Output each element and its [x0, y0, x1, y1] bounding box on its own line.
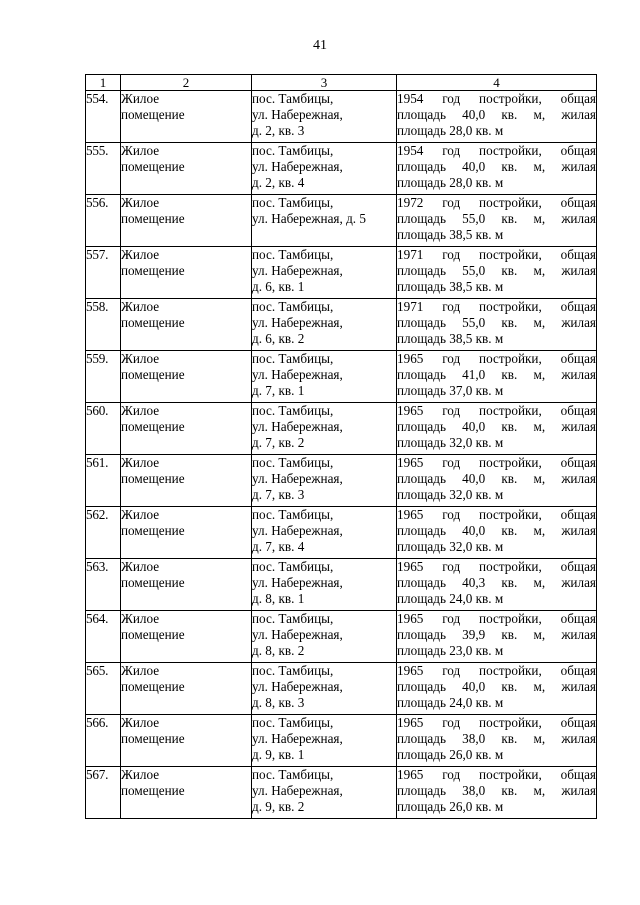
description-cell — [397, 663, 597, 715]
address-line: ул. Набережная, — [252, 263, 343, 278]
address-line: д. 8, кв. 1 — [252, 591, 305, 606]
object-type-cell — [121, 767, 252, 819]
address-cell — [252, 351, 397, 403]
address-line: ул. Набережная, — [252, 159, 343, 174]
address-line: ул. Набережная, — [252, 419, 343, 434]
object-type-line: помещение — [121, 679, 185, 694]
row-number-cell: 558. — [86, 299, 121, 351]
description-cell — [397, 299, 597, 351]
address-line: ул. Набережная, — [252, 315, 343, 330]
object-type-line: Жилое — [121, 299, 160, 314]
table-row — [86, 351, 597, 403]
description-text: 1965 год постройки, общая площадь 40,0 кв. м, жилая площадь 32,0 кв. м — [397, 403, 596, 450]
page-number: 41 — [313, 38, 327, 53]
description-cell — [397, 559, 597, 611]
table-row — [86, 663, 597, 715]
row-number-cell: 565. — [86, 663, 121, 715]
address-line: д. 9, кв. 2 — [252, 799, 305, 814]
object-type-cell — [121, 455, 252, 507]
table-row — [86, 715, 597, 767]
row-number-cell: 556. — [86, 195, 121, 247]
address-line: ул. Набережная, — [252, 679, 343, 694]
address-cell — [252, 767, 397, 819]
description-cell — [397, 91, 597, 143]
object-type-cell — [121, 611, 252, 663]
address-cell — [252, 507, 397, 559]
address-line: пос. Тамбицы, — [252, 351, 334, 366]
address-cell — [252, 663, 397, 715]
table-row — [86, 559, 597, 611]
object-type-cell — [121, 559, 252, 611]
description-text: 1972 год постройки, общая площадь 55,0 кв. м, жилая площадь 38,5 кв. м — [397, 195, 596, 242]
object-type-line: Жилое — [121, 663, 160, 678]
object-type-line: помещение — [121, 367, 185, 382]
address-line: д. 8, кв. 3 — [252, 695, 305, 710]
address-line: пос. Тамбицы, — [252, 143, 334, 158]
object-type-line: Жилое — [121, 195, 160, 210]
address-cell — [252, 403, 397, 455]
address-line: ул. Набережная, — [252, 783, 343, 798]
description-text: 1965 год постройки, общая площадь 39,9 кв. м, жилая площадь 23,0 кв. м — [397, 611, 596, 658]
object-type-line: Жилое — [121, 715, 160, 730]
address-cell — [252, 611, 397, 663]
description-text: 1954 год постройки, общая площадь 40,0 кв. м, жилая площадь 28,0 кв. м — [397, 143, 596, 190]
address-line: ул. Набережная, д. 5 — [252, 211, 366, 226]
object-type-cell — [121, 403, 252, 455]
object-type-line: Жилое — [121, 91, 160, 106]
object-type-line: Жилое — [121, 403, 160, 418]
address-line: д. 7, кв. 4 — [252, 539, 305, 554]
description-cell — [397, 611, 597, 663]
row-number-cell: 560. — [86, 403, 121, 455]
row-number-cell: 561. — [86, 455, 121, 507]
column-header-4: 4 — [397, 75, 597, 91]
object-type-line: помещение — [121, 523, 185, 538]
address-line: д. 7, кв. 2 — [252, 435, 305, 450]
address-line: пос. Тамбицы, — [252, 767, 334, 782]
address-line: ул. Набережная, — [252, 575, 343, 590]
column-header-1: 1 — [86, 75, 121, 91]
table-row — [86, 403, 597, 455]
address-line: д. 2, кв. 4 — [252, 175, 305, 190]
object-type-line: Жилое — [121, 143, 160, 158]
description-cell — [397, 351, 597, 403]
description-text: 1954 год постройки, общая площадь 40,0 кв. м, жилая площадь 28,0 кв. м — [397, 91, 596, 138]
object-type-line: помещение — [121, 471, 185, 486]
description-cell — [397, 715, 597, 767]
row-number-cell: 567. — [86, 767, 121, 819]
property-registry-table — [85, 74, 597, 819]
address-line: пос. Тамбицы, — [252, 299, 334, 314]
object-type-cell — [121, 143, 252, 195]
address-line: ул. Набережная, — [252, 107, 343, 122]
table-row — [86, 247, 597, 299]
table-row — [86, 767, 597, 819]
description-cell — [397, 455, 597, 507]
object-type-cell — [121, 247, 252, 299]
object-type-cell — [121, 91, 252, 143]
object-type-line: помещение — [121, 211, 185, 226]
row-number-cell: 563. — [86, 559, 121, 611]
address-cell — [252, 143, 397, 195]
address-line: пос. Тамбицы, — [252, 247, 334, 262]
object-type-line: помещение — [121, 315, 185, 330]
object-type-line: помещение — [121, 783, 185, 798]
description-cell — [397, 247, 597, 299]
description-text: 1965 год постройки, общая площадь 38,0 кв. м, жилая площадь 26,0 кв. м — [397, 767, 596, 814]
row-number-cell: 562. — [86, 507, 121, 559]
address-cell — [252, 195, 397, 247]
object-type-cell — [121, 507, 252, 559]
description-text: 1971 год постройки, общая площадь 55,0 кв. м, жилая площадь 38,5 кв. м — [397, 247, 596, 294]
description-text: 1965 год постройки, общая площадь 40,0 кв. м, жилая площадь 32,0 кв. м — [397, 455, 596, 502]
description-cell — [397, 403, 597, 455]
table-header — [86, 75, 597, 91]
address-line: д. 2, кв. 3 — [252, 123, 305, 138]
address-cell — [252, 715, 397, 767]
address-line: ул. Набережная, — [252, 731, 343, 746]
row-number-cell: 557. — [86, 247, 121, 299]
table-row — [86, 455, 597, 507]
address-cell — [252, 91, 397, 143]
description-cell — [397, 507, 597, 559]
address-line: пос. Тамбицы, — [252, 91, 334, 106]
row-number-cell: 555. — [86, 143, 121, 195]
object-type-line: помещение — [121, 731, 185, 746]
object-type-line: Жилое — [121, 507, 160, 522]
object-type-cell — [121, 715, 252, 767]
column-header-3: 3 — [252, 75, 397, 91]
table-body — [86, 91, 597, 819]
address-line: ул. Набережная, — [252, 627, 343, 642]
row-number-cell: 564. — [86, 611, 121, 663]
object-type-line: Жилое — [121, 611, 160, 626]
address-line: ул. Набережная, — [252, 523, 343, 538]
description-cell — [397, 143, 597, 195]
description-text: 1965 год постройки, общая площадь 41,0 кв. м, жилая площадь 37,0 кв. м — [397, 351, 596, 398]
object-type-line: Жилое — [121, 767, 160, 782]
description-text: 1965 год постройки, общая площадь 38,0 кв. м, жилая площадь 26,0 кв. м — [397, 715, 596, 762]
table-row — [86, 143, 597, 195]
row-number-cell: 559. — [86, 351, 121, 403]
object-type-line: помещение — [121, 107, 185, 122]
address-line: пос. Тамбицы, — [252, 195, 334, 210]
address-line: ул. Набережная, — [252, 471, 343, 486]
header-row — [86, 75, 597, 91]
table-row — [86, 195, 597, 247]
object-type-line: Жилое — [121, 559, 160, 574]
description-text: 1965 год постройки, общая площадь 40,3 кв. м, жилая площадь 24,0 кв. м — [397, 559, 596, 606]
table-row — [86, 507, 597, 559]
object-type-line: помещение — [121, 627, 185, 642]
address-line: д. 6, кв. 1 — [252, 279, 305, 294]
address-line: д. 9, кв. 1 — [252, 747, 305, 762]
object-type-line: помещение — [121, 419, 185, 434]
description-text: 1971 год постройки, общая площадь 55,0 кв. м, жилая площадь 38,5 кв. м — [397, 299, 596, 346]
object-type-cell — [121, 663, 252, 715]
object-type-line: Жилое — [121, 455, 160, 470]
address-line: д. 8, кв. 2 — [252, 643, 305, 658]
address-line: пос. Тамбицы, — [252, 455, 334, 470]
address-line: д. 7, кв. 3 — [252, 487, 305, 502]
object-type-line: Жилое — [121, 247, 160, 262]
address-cell — [252, 559, 397, 611]
object-type-cell — [121, 299, 252, 351]
address-line: пос. Тамбицы, — [252, 559, 334, 574]
column-header-2: 2 — [121, 75, 252, 91]
address-cell — [252, 247, 397, 299]
object-type-cell — [121, 351, 252, 403]
address-line: пос. Тамбицы, — [252, 715, 334, 730]
object-type-line: помещение — [121, 575, 185, 590]
table-row — [86, 611, 597, 663]
table-row — [86, 299, 597, 351]
address-line: д. 6, кв. 2 — [252, 331, 305, 346]
address-line: пос. Тамбицы, — [252, 663, 334, 678]
description-text: 1965 год постройки, общая площадь 40,0 кв. м, жилая площадь 32,0 кв. м — [397, 507, 596, 554]
object-type-line: помещение — [121, 263, 185, 278]
address-cell — [252, 455, 397, 507]
address-line: д. 7, кв. 1 — [252, 383, 305, 398]
row-number-cell: 566. — [86, 715, 121, 767]
description-cell — [397, 767, 597, 819]
address-line: пос. Тамбицы, — [252, 507, 334, 522]
address-line: пос. Тамбицы, — [252, 403, 334, 418]
object-type-cell — [121, 195, 252, 247]
address-line: ул. Набережная, — [252, 367, 343, 382]
address-line: пос. Тамбицы, — [252, 611, 334, 626]
address-cell — [252, 299, 397, 351]
description-cell — [397, 195, 597, 247]
object-type-line: Жилое — [121, 351, 160, 366]
object-type-line: помещение — [121, 159, 185, 174]
table-row — [86, 91, 597, 143]
description-text: 1965 год постройки, общая площадь 40,0 кв. м, жилая площадь 24,0 кв. м — [397, 663, 596, 710]
row-number-cell: 554. — [86, 91, 121, 143]
